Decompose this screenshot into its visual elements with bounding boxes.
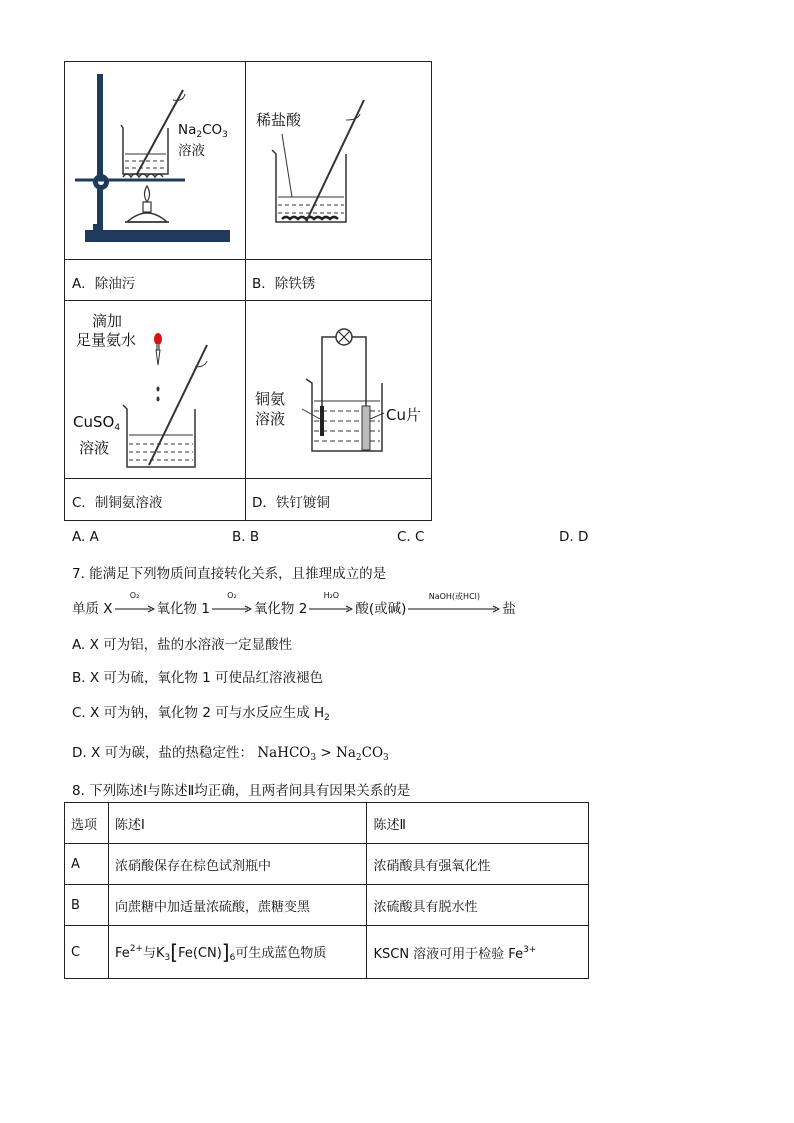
q6-option-c: C. C — [397, 529, 425, 545]
q7-option-c: C. X 可为钠，氧化物 2 可与水反应生成 $H_2$ — [72, 705, 330, 723]
caption-a: A．除油污 — [72, 276, 136, 292]
chain-node-2: 氧化物 2 — [253, 601, 308, 617]
grid-divider-row1 — [64, 259, 432, 260]
row-c-option: C — [65, 926, 109, 979]
table-row — [65, 844, 589, 885]
chain-node-1: 氧化物 1 — [156, 601, 210, 617]
q7-option-b: B. X 可为硫，氧化物 1 可使品红溶液褪色 — [72, 670, 324, 686]
row-a-option: A — [65, 844, 109, 885]
label-cuso4-solution: CuSO$_4$ 溶液 — [73, 413, 121, 457]
q6-option-a: A. A — [72, 529, 99, 545]
q7-option-a: A. X 可为铝，盐的水溶液一定显酸性 — [72, 637, 293, 653]
header-statement-1: 陈述Ⅰ — [108, 803, 367, 844]
label-add-ammonia: 滴加 足量氨水 — [76, 312, 137, 349]
caption-b: B．除铁锈 — [252, 276, 316, 292]
label-dilute-hcl: 稀盐酸 — [256, 111, 302, 129]
grid-divider-row3 — [64, 478, 432, 479]
chain-node-3: 酸(或碱) — [355, 601, 407, 617]
caption-d: D．铁钉镀铜 — [252, 495, 330, 511]
q8-stem: 8. 下列陈述Ⅰ与陈述Ⅱ均正确，且两者间具有因果关系的是 — [72, 783, 411, 799]
q7-stem: 7. 能满足下列物质间直接转化关系，且推理成立的是 — [72, 566, 387, 582]
label-na2co3-solution: $Na_2CO_3$ 溶液 — [178, 122, 228, 159]
caption-c: C．制铜氨溶液 — [72, 495, 163, 511]
header-option: 选项 — [65, 803, 109, 844]
chain-arrow-1: O₂ — [115, 600, 155, 614]
chain-start: 单质 X — [72, 601, 113, 617]
q7-conversion-chain — [72, 591, 516, 617]
row-c-statement-1: $Fe^{2+}$与$K_3[Fe(CN)]_6$可生成蓝色物质 — [108, 926, 367, 979]
q6-option-d: D. D — [559, 529, 589, 545]
row-b-statement-2: 浓硫酸具有脱水性 — [367, 885, 589, 926]
row-a-statement-2: 浓硝酸具有强氧化性 — [367, 844, 589, 885]
chain-arrow-2: O₂ — [212, 600, 252, 614]
q7-option-d: D. X 可为碳，盐的热稳定性： NaHCO$_3$ > $Na_2CO_3$ — [72, 745, 389, 763]
apparatus-a-heating-beaker — [65, 62, 245, 259]
q8-table — [64, 802, 589, 979]
chain-arrow-4: NaOH(或HCl) — [408, 600, 500, 614]
row-c-statement-2: KSCN 溶液可用于检验 $Fe^{3+}$ — [367, 926, 589, 979]
row-b-statement-1: 向蔗糖中加适量浓硫酸，蔗糖变黑 — [108, 885, 367, 926]
table-header-row — [65, 803, 589, 844]
row-a-statement-1: 浓硝酸保存在棕色试剂瓶中 — [108, 844, 367, 885]
label-copper-ammonia-solution: 铜氨 溶液 — [255, 390, 286, 428]
table-row — [65, 885, 589, 926]
apparatus-b-acid-beaker — [246, 62, 431, 259]
chain-node-4: 盐 — [502, 601, 516, 617]
label-cu-plate: Cu片 — [386, 406, 421, 424]
header-statement-2: 陈述Ⅱ — [367, 803, 589, 844]
q6-option-b: B. B — [232, 529, 260, 545]
table-row — [65, 926, 589, 979]
chain-arrow-3: H₂O — [309, 600, 353, 614]
row-b-option: B — [65, 885, 109, 926]
